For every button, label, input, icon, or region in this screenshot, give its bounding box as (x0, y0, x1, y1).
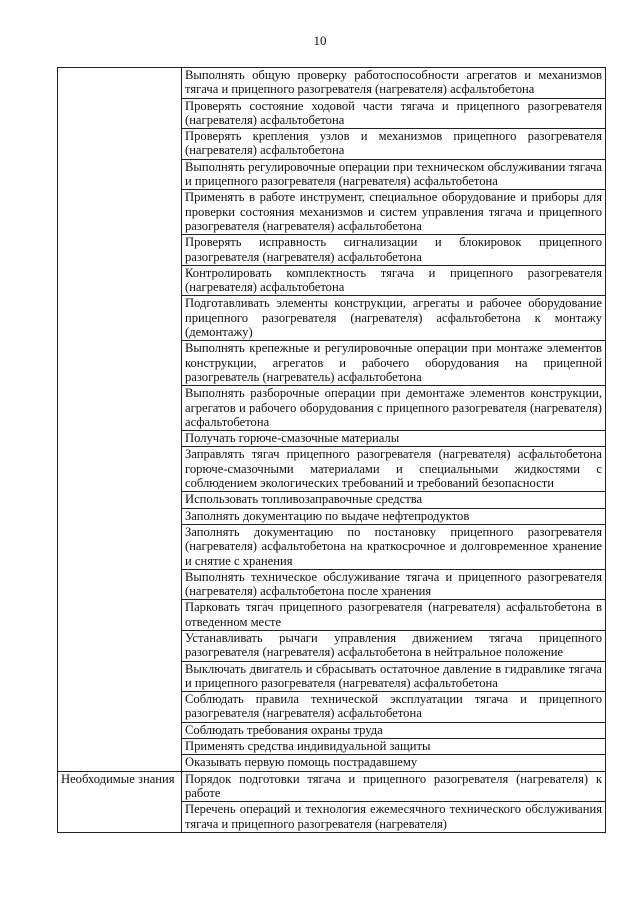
action-item: Применять средства индивидуальной защиты (182, 739, 606, 755)
page-number: 10 (313, 33, 327, 48)
action-item: Соблюдать требования охраны труда (182, 722, 606, 738)
table-body (58, 68, 606, 833)
table-row (58, 68, 606, 99)
knowledge-item: Порядок подготовки тягача и прицепного разогревателя (нагревателя) к работе (182, 771, 606, 802)
competency-table (57, 67, 606, 833)
action-item: Выполнять крепежные и регулировочные операции при монтаже элементов конструкции, агрегатов и рабочего оборудования на прицепной разогреватель (нагреватель) асфальтобетона (182, 341, 606, 386)
action-item: Подготавливать элементы конструкции, агрегаты и рабочее оборудование прицепного разогревателя (нагревателя) асфальтобетона к монтажу (демонтажу) (182, 296, 606, 341)
action-item: Заполнять документацию по постановку прицепного разогревателя (нагревателя) асфальтобетона на краткосрочное и долговременное хранение и снятие с хранения (182, 524, 606, 569)
action-item: Выключать двигатель и сбрасывать остаточное давление в гидравлике тягача и прицепного разогревателя (нагревателя) асфальтобетона (182, 661, 606, 692)
knowledge-label: Необходимые знания (58, 771, 182, 832)
action-item: Проверять состояние ходовой части тягача и прицепного разогревателя (нагревателя) асфальтобетона (182, 98, 606, 129)
action-item: Контролировать комплектность тягача и прицепного разогревателя (нагревателя) асфальтобетона (182, 265, 606, 296)
action-item: Соблюдать правила технической эксплуатации тягача и прицепного разогревателя (нагревателя) асфальтобетона (182, 692, 606, 723)
action-item: Выполнять регулировочные операции при техническом обслуживании тягача и прицепного разогревателя (нагревателя) асфальтобетона (182, 159, 606, 190)
action-item: Выполнять общую проверку работоспособности агрегатов и механизмов тягача и прицепного разогревателя (нагревателя) асфальтобетона (182, 68, 606, 99)
actions-label-cell (58, 68, 182, 772)
table-row (58, 771, 606, 802)
action-item: Выполнять техническое обслуживание тягача и прицепного разогревателя (нагревателя) асфальтобетона после хранения (182, 569, 606, 600)
knowledge-item: Перечень операций и технология ежемесячного технического обслуживания тягача и прицепного разогревателя (нагревателя) (182, 802, 606, 833)
action-item: Использовать топливозаправочные средства (182, 492, 606, 508)
action-item: Проверять крепления узлов и механизмов прицепного разогревателя (нагревателя) асфальтобетона (182, 129, 606, 160)
action-item: Выполнять разборочные операции при демонтаже элементов конструкции, агрегатов и рабочего оборудования с прицепного разогревателя (нагревателя) асфальтобетона (182, 386, 606, 431)
action-item: Проверять исправность сигнализации и блокировок прицепного разогревателя (нагревателя) асфальтобетона (182, 235, 606, 266)
action-item: Получать горюче-смазочные материалы (182, 431, 606, 447)
action-item: Применять в работе инструмент, специальное оборудование и приборы для проверки состояния механизмов и систем управления тягача и прицепного разогревателя (нагревателя) асфальтобетона (182, 190, 606, 235)
action-item: Устанавливать рычаги управления движением тягача прицепного разогревателя (нагревателя) асфальтобетона в нейтральное положение (182, 630, 606, 661)
action-item: Заполнять документацию по выдаче нефтепродуктов (182, 508, 606, 524)
action-item: Заправлять тягач прицепного разогревателя (нагревателя) асфальтобетона горюче-смазочными материалами и специальными жидкостями с соблюдением экологических требований и требований безопасности (182, 447, 606, 492)
action-item: Парковать тягач прицепного разогревателя (нагревателя) асфальтобетона в отведенном месте (182, 600, 606, 631)
action-item: Оказывать первую помощь пострадавшему (182, 755, 606, 771)
